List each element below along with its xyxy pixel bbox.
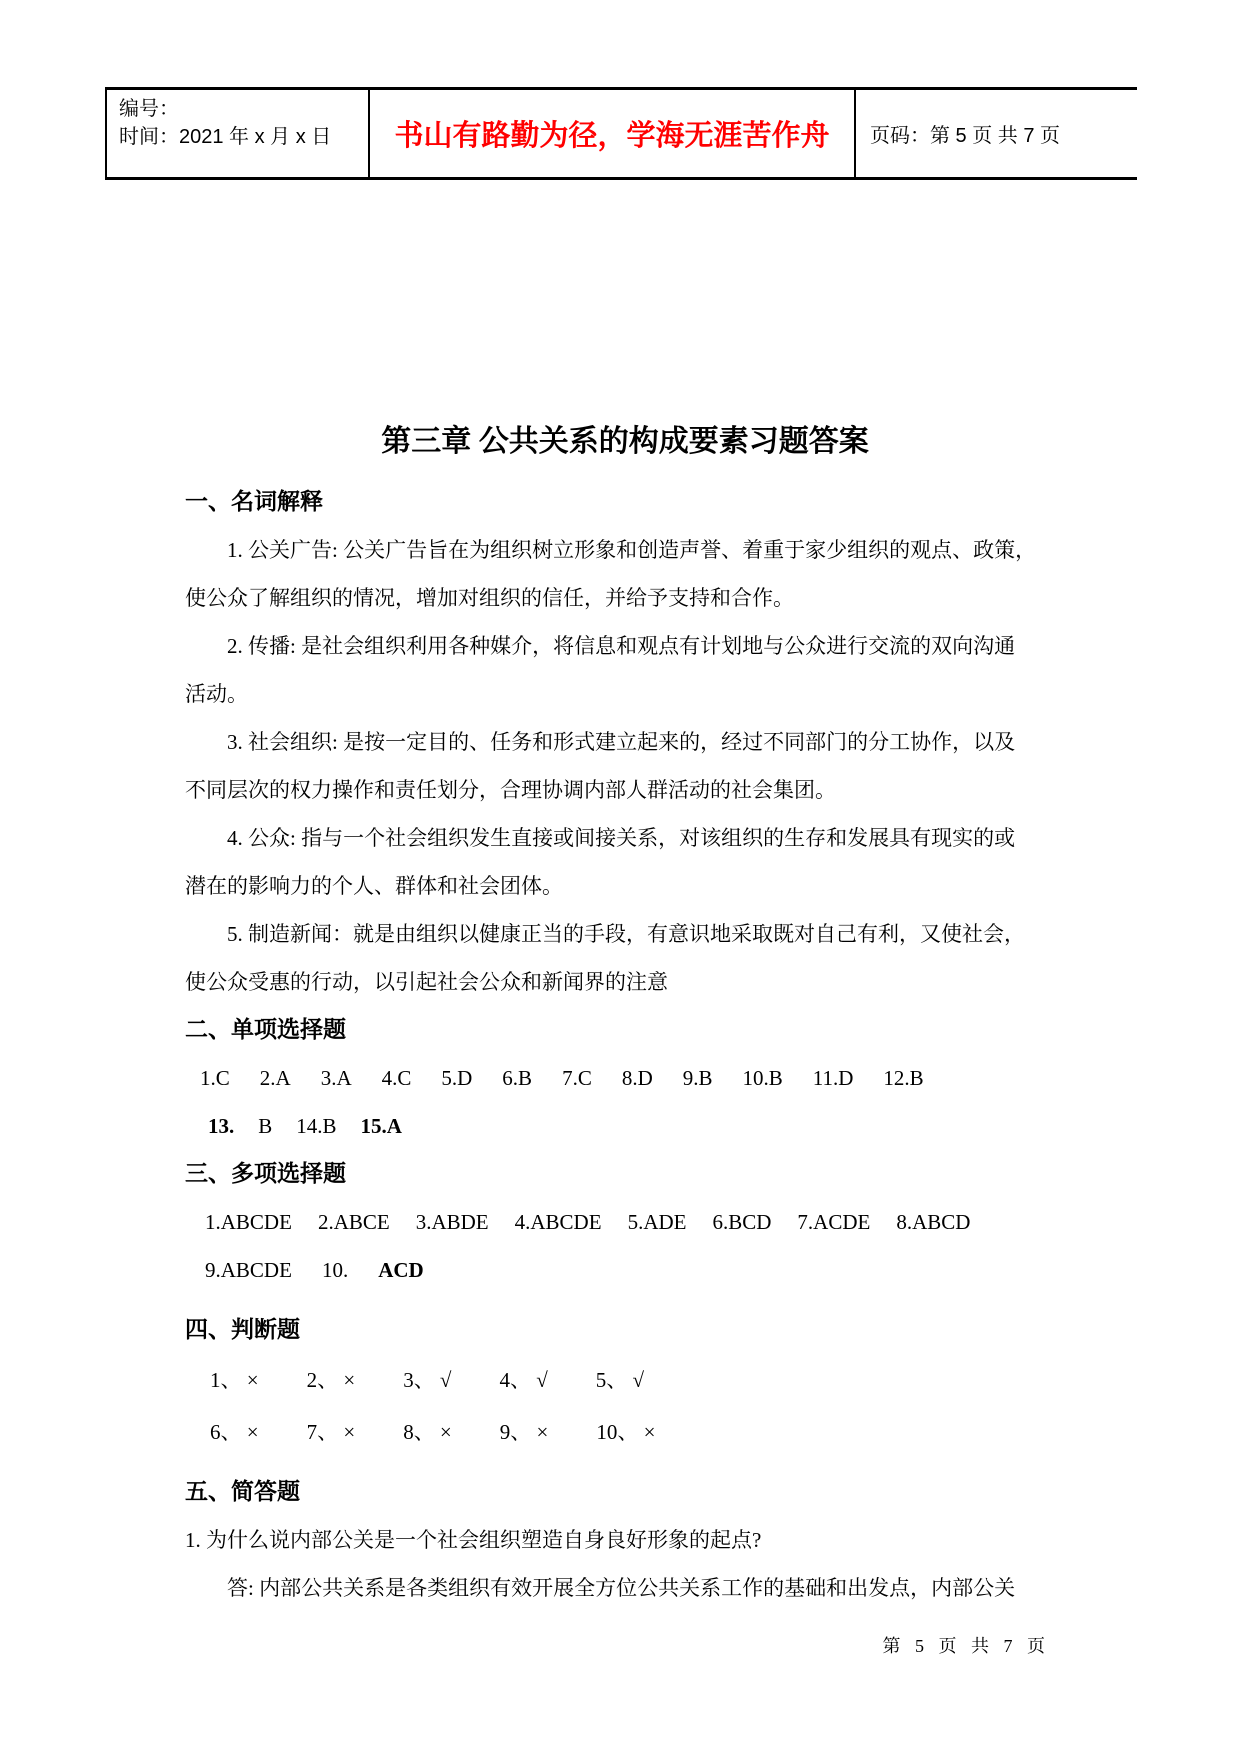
term-item-3-line-2: 不同层次的权力操作和责任划分，合理协调内部人群活动的社会集团。 bbox=[185, 778, 836, 802]
document-content bbox=[185, 418, 1065, 1612]
mc-answer-7: 7.ACDE bbox=[797, 1210, 871, 1234]
judge-answer-6: 6、 × bbox=[210, 1420, 259, 1444]
sc-answer-13-number: 13. bbox=[208, 1114, 235, 1138]
header-page-label: 页码：第 5 页 共 7 页 bbox=[870, 125, 1061, 147]
multi-choice-answers-row-2 bbox=[185, 1246, 1065, 1294]
header-number-label: 编号： bbox=[119, 98, 179, 120]
header-slogan-cell bbox=[370, 90, 856, 177]
mc-answer-8: 8.ABCD bbox=[896, 1210, 971, 1234]
sc-answer-9: 9.B bbox=[682, 1066, 713, 1090]
term-item-1 bbox=[185, 526, 1065, 622]
term-item-2 bbox=[185, 622, 1065, 718]
header-page-cell bbox=[856, 90, 1137, 177]
mc-answer-10-number: 10. bbox=[321, 1258, 349, 1282]
short-answer-answer: 答: 内部公共关系是各类组织有效开展全方位公共关系工作的基础和出发点，内部公关 bbox=[227, 1576, 1016, 1600]
term-item-1-line-2: 使公众了解组织的情况，增加对组织的信任，并给予支持和合作。 bbox=[185, 586, 794, 610]
sc-answer-4: 4.C bbox=[381, 1066, 412, 1090]
term-item-5-line-1: 5. 制造新闻：就是由组织以健康正当的手段，有意识地采取既对自己有利，又使社会， bbox=[227, 922, 1025, 946]
term-item-3-line-1: 3. 社会组织: 是按一定目的、任务和形式建立起来的，经过不同部门的分工协作，以及 bbox=[227, 730, 1016, 754]
sc-answer-5: 5.D bbox=[441, 1066, 473, 1090]
judge-answer-10: 10、 × bbox=[596, 1420, 656, 1444]
section-heading-single-choice: 二、单项选择题 bbox=[185, 1017, 346, 1042]
short-answer-question: 1. 为什么说内部公关是一个社会组织塑造自身良好形象的起点? bbox=[185, 1528, 762, 1552]
sc-answer-8: 8.D bbox=[621, 1066, 653, 1090]
page-footer bbox=[185, 1632, 1050, 1658]
header-time-label: 时间：2021 年 x 月 x 日 bbox=[119, 126, 332, 148]
judge-answer-7: 7、 × bbox=[306, 1420, 356, 1444]
single-choice-answers-row-1 bbox=[185, 1054, 1065, 1102]
sc-answer-3: 3.A bbox=[320, 1066, 352, 1090]
mc-answer-10-letters: ACD bbox=[378, 1258, 424, 1282]
page-header-table bbox=[105, 87, 1137, 180]
mc-answer-2: 2.ABCE bbox=[317, 1210, 390, 1234]
sc-answer-13-letter: B bbox=[258, 1114, 273, 1138]
mc-answer-1: 1.ABCDE bbox=[205, 1210, 292, 1234]
sc-answer-15: 15.A bbox=[360, 1114, 402, 1138]
section-heading-multi-choice: 三、多项选择题 bbox=[185, 1161, 346, 1186]
term-item-3 bbox=[185, 718, 1065, 814]
multi-choice-answers-row-1 bbox=[185, 1198, 1065, 1246]
term-item-2-line-2: 活动。 bbox=[185, 682, 248, 706]
sc-answer-6: 6.B bbox=[502, 1066, 533, 1090]
section-heading-terms: 一、名词解释 bbox=[185, 489, 323, 514]
judge-answer-5: 5、 √ bbox=[595, 1368, 645, 1392]
mc-answer-3: 3.ABDE bbox=[415, 1210, 489, 1234]
term-item-5-line-2: 使公众受惠的行动，以引起社会公众和新闻界的注意 bbox=[185, 970, 668, 994]
judge-answer-8: 8、 × bbox=[403, 1420, 452, 1444]
footer-page-info: 第 5 页 共 7 页 bbox=[882, 1636, 1050, 1656]
document-title: 第三章 公共关系的构成要素习题答案 bbox=[381, 425, 869, 458]
judge-answer-3: 3、 √ bbox=[403, 1368, 452, 1392]
judge-answer-2: 2、 × bbox=[306, 1368, 356, 1392]
sc-answer-14: 14.B bbox=[296, 1114, 337, 1138]
term-item-4-line-1: 4. 公众: 指与一个社会组织发生直接或间接关系，对该组织的生存和发展具有现实的或 bbox=[227, 826, 1016, 850]
judgment-answers-row-2 bbox=[185, 1406, 1065, 1458]
judge-answer-4: 4、 √ bbox=[499, 1368, 548, 1392]
sc-answer-1: 1.C bbox=[200, 1066, 230, 1090]
mc-answer-4: 4.ABCDE bbox=[514, 1210, 602, 1234]
judge-answer-9: 9、 × bbox=[499, 1420, 549, 1444]
term-item-4 bbox=[185, 814, 1065, 910]
section-heading-short-answer: 五、简答题 bbox=[185, 1479, 300, 1504]
term-item-5 bbox=[185, 910, 1065, 1006]
sc-answer-7: 7.C bbox=[562, 1066, 592, 1090]
sc-answer-2: 2.A bbox=[259, 1066, 291, 1090]
mc-answer-5: 5.ADE bbox=[627, 1210, 687, 1234]
single-choice-answers-row-2 bbox=[185, 1102, 1065, 1150]
mc-answer-9: 9.ABCDE bbox=[205, 1258, 292, 1282]
term-item-2-line-1: 2. 传播: 是社会组织利用各种媒介，将信息和观点有计划地与公众进行交流的双向沟通 bbox=[227, 634, 1016, 658]
judge-answer-1: 1、 × bbox=[210, 1368, 259, 1392]
term-item-4-line-2: 潜在的影响力的个人、群体和社会团体。 bbox=[185, 874, 563, 898]
header-meta-cell bbox=[107, 90, 370, 177]
sc-answer-12: 12.B bbox=[883, 1066, 924, 1090]
section-heading-judgment: 四、判断题 bbox=[185, 1317, 300, 1342]
sc-answer-11: 11.D bbox=[812, 1066, 854, 1090]
judgment-answers-row-1 bbox=[185, 1354, 1065, 1406]
mc-answer-6: 6.BCD bbox=[712, 1210, 772, 1234]
sc-answer-10: 10.B bbox=[742, 1066, 783, 1090]
header-slogan-text: 书山有路勤为径，学海无涯苦作舟 bbox=[394, 120, 830, 152]
term-item-1-line-1: 1. 公关广告: 公关广告旨在为组织树立形象和创造声誉、着重于家少组织的观点、政策， bbox=[227, 538, 1037, 562]
